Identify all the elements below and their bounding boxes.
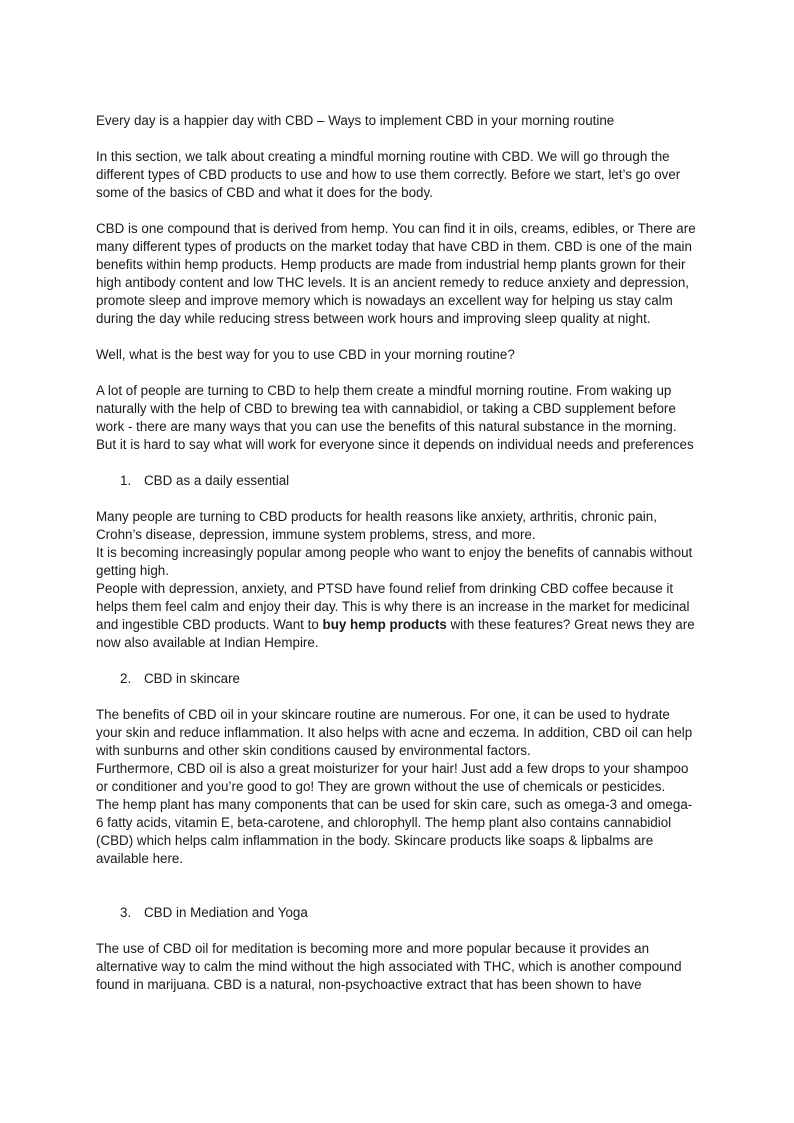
section-3-paragraph-1: The use of CBD oil for meditation is becoming more and more popular because it provides an alternative way to calm the mind without the high associated with THC, which is another compound found in marijuana. CBD is a natural, non-psychoactive extract that has been shown to have bbox=[96, 941, 682, 992]
section-1-title: CBD as a daily essential bbox=[144, 473, 290, 488]
intro-paragraph: In this section, we talk about creating a mindful morning routine with CBD. We will go through the different types of CBD products to use and how to use them correctly. Before we start, let’s go over some of the basics of CBD and what it does for the body. bbox=[96, 149, 681, 200]
section-1-paragraph-1: Many people are turning to CBD products for health reasons like anxiety, arthritis, chronic pain, Crohn’s disease, depression, immune system problems, stress, and more. bbox=[96, 509, 657, 542]
section-1-number: 1. bbox=[120, 473, 132, 488]
section-1-heading bbox=[96, 472, 696, 490]
section-2-number: 2. bbox=[120, 671, 132, 686]
section-2-heading bbox=[96, 670, 696, 688]
document-title: Every day is a happier day with CBD – Ways to implement CBD in your morning routine bbox=[96, 113, 615, 128]
section-3-number: 3. bbox=[120, 905, 132, 920]
document-body bbox=[96, 112, 696, 1012]
section-2-paragraph-3: The hemp plant has many components that can be used for skin care, such as omega-3 and omega-6 fatty acids, vitamin E, beta-carotene, and chlorophyll. The hemp plant also contains cannabidiol (CBD) which helps calm inflammation in the body. Skincare products like soaps & lipbalms are available here. bbox=[96, 797, 693, 866]
about-cbd-paragraph: CBD is one compound that is derived from hemp. You can find it in oils, creams, edibles, or There are many different types of products on the market today that have CBD in them. CBD is one of the main benefits within hemp products. Hemp products are made from industrial hemp plants grown for their high antibody content and low THC levels. It is an ancient remedy to reduce anxiety and depression, promote sleep and improve memory which is nowadays an excellent way for helping us stay calm during the day while reducing stress between work hours and improving sleep quality at night. bbox=[96, 221, 696, 326]
section-3-heading bbox=[96, 904, 696, 922]
section-1-paragraph-2: It is becoming increasingly popular among people who want to enjoy the benefits of cannabis without getting high. bbox=[96, 545, 693, 578]
section-2-paragraph-1: The benefits of CBD oil in your skincare routine are numerous. For one, it can be used to hydrate your skin and reduce inflammation. It also helps with acne and eczema. In addition, CBD oil can help with sunburns and other skin conditions caused by environmental factors. bbox=[96, 707, 693, 758]
section-1-paragraph-3 bbox=[96, 580, 696, 652]
empty-line bbox=[96, 886, 696, 904]
section-2-paragraph-2: Furthermore, CBD oil is also a great moisturizer for your hair! Just add a few drops to your shampoo or conditioner and you’re good to go! They are grown without the use of chemicals or pesticides. bbox=[96, 761, 689, 794]
section-1-paragraph-3-end: with these features? Great news they are now also available at Indian Hempire. bbox=[96, 617, 695, 650]
section-2-title: CBD in skincare bbox=[144, 671, 240, 686]
section-3-title: CBD in Mediation and Yoga bbox=[144, 905, 308, 920]
buy-hemp-products-link[interactable]: buy hemp products bbox=[322, 617, 447, 632]
section-1-paragraph-3-start: People with depression, anxiety, and PTSD have found relief from drinking CBD coffee because it helps them feel calm and enjoy their day. This is why there is an increase in the market for medicinal and ingestible CBD products. Want to bbox=[96, 581, 690, 632]
section-2-body bbox=[96, 706, 696, 868]
routine-paragraph: A lot of people are turning to CBD to help them create a mindful morning routine. From waking up naturally with the help of CBD to brewing tea with cannabidiol, or taking a CBD supplement before work - there are many ways that you can use the benefits of this natural substance in the morning. But it is hard to say what will work for everyone since it depends on individual needs and preferences bbox=[96, 383, 694, 452]
section-1-body bbox=[96, 508, 696, 652]
question-paragraph: Well, what is the best way for you to use CBD in your morning routine? bbox=[96, 347, 515, 362]
